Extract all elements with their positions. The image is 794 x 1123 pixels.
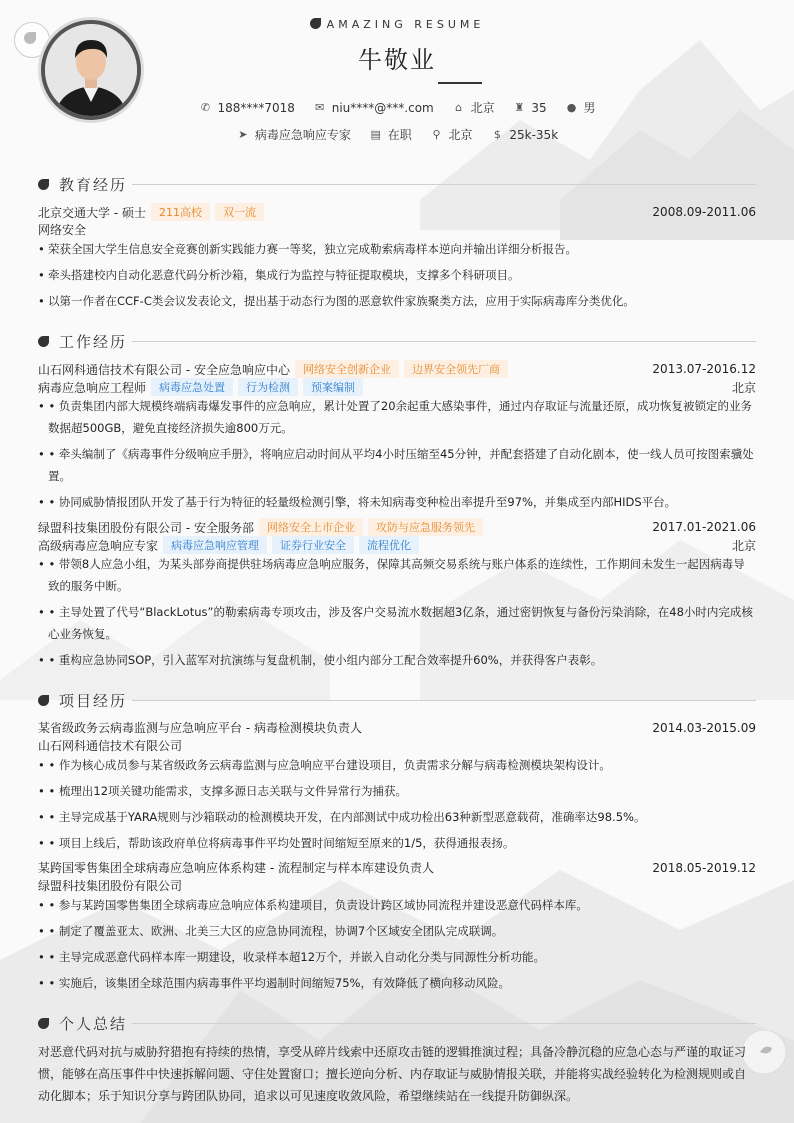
project-date: 2018.05-2019.12 bbox=[652, 860, 756, 875]
list-item: • 以第一作者在CCF-C类会议发表论文，提出基于动态行为图的恶意软件家族聚类方法，应用于实际病毒库分类优化。 bbox=[38, 294, 635, 308]
section-divider bbox=[132, 1023, 756, 1024]
briefcase-icon: ▤ bbox=[370, 128, 381, 141]
list-item: • • 作为核心成员参与某省级政务云病毒监测与应急响应平台建设项目，负责需求分解与病毒检测模块架构设计。 bbox=[38, 758, 611, 772]
leaf-icon bbox=[38, 179, 49, 190]
company-tag: 攻防与应急服务领先 bbox=[368, 518, 483, 536]
project-header: 某跨国零售集团全球病毒应急响应体系构建 - 流程制定与样本库建设负责人 2018.05-2019.12 bbox=[38, 860, 756, 875]
list-item: • • 负责集团内部大规模终端病毒爆发事件的应急响应，累计处置了20余起重大感染事件，通过内存取证与流量还原，成功恢复被锁定的业务数据超500GB，避免直接经济损失逾800万元。 bbox=[38, 399, 753, 435]
leaf-icon bbox=[38, 695, 49, 706]
list-item: • • 重构应急协同SOP，引入蓝军对抗演练与复盘机制，使小组内部分工配合效率提升60%，并获得客户表彰。 bbox=[38, 653, 603, 667]
gender-icon: ● bbox=[566, 101, 577, 114]
section-title-projects: 项目经历 bbox=[38, 690, 127, 711]
leaf-icon bbox=[38, 1018, 49, 1029]
list-item: • • 主导处置了代号“BlackLotus”的勒索病毒专项攻击，涉及客户交易流水数据超3亿条，通过密钥恢复与备份污染消除，在48小时内完成核心业务恢复。 bbox=[38, 605, 753, 641]
project-org: 绿盟科技集团股份有限公司 bbox=[38, 879, 183, 893]
skill-tag: 流程优化 bbox=[359, 536, 419, 554]
school-tag: 211高校 bbox=[151, 203, 210, 221]
work-city: 北京 bbox=[731, 380, 756, 395]
work-company-header: 山石网科通信技术有限公司 - 安全应急响应中心 网络安全创新企业 边界安全领先厂商 2013.07-2016.12 bbox=[38, 362, 756, 377]
education-major: 网络安全 bbox=[38, 223, 87, 237]
list-item: • • 牵头编制了《病毒事件分级响应手册》，将响应启动时间从平均4小时压缩至45分钟，并配套搭建了自动化剧本，使一线人员可按图索骥处置。 bbox=[38, 447, 754, 483]
email-item: ✉ niu****@***.com bbox=[313, 101, 434, 115]
candidate-name: 牛敬业 bbox=[358, 46, 436, 74]
project-org: 山石网科通信技术有限公司 bbox=[38, 739, 183, 753]
gender-item: ● 男 bbox=[565, 99, 596, 116]
list-item: • • 参与某跨国零售集团全球病毒应急响应体系构建项目，负责设计跨区域协同流程并建设恶意代码样本库。 bbox=[38, 898, 588, 912]
location-item: ⌂ 北京 bbox=[452, 99, 495, 116]
money-icon: $ bbox=[493, 128, 501, 141]
age-item: ♜ 35 bbox=[512, 101, 546, 115]
contact-row bbox=[0, 99, 794, 116]
section-title-work: 工作经历 bbox=[38, 331, 127, 352]
work-role-row: 高级病毒应急响应专家 病毒应急响应管理 证券行业安全 流程优化 北京 bbox=[38, 536, 756, 554]
list-item: • • 主导完成恶意代码样本库一期建设，收录样本超12万个，并嵌入自动化分类与同源性分析功能。 bbox=[38, 950, 546, 964]
list-item: • • 主导完成基于YARA规则与沙箱联动的检测模块开发，在内部测试中成功检出63种新型恶意载荷，准确率达98.5%。 bbox=[38, 810, 646, 824]
list-item: • • 带领8人应急小组，为某头部券商提供驻场病毒应急响应服务，保障其高频交易系统与账户体系的连续性，工作期间未发生一起因病毒导致的服务中断。 bbox=[38, 557, 745, 593]
leaf-icon bbox=[310, 18, 321, 29]
company-tag: 网络安全创新企业 bbox=[295, 360, 399, 378]
section-title-summary: 个人总结 bbox=[38, 1013, 127, 1034]
section-title-education: 教育经历 bbox=[38, 174, 127, 195]
project-date: 2014.03-2015.09 bbox=[652, 720, 756, 735]
name-underline bbox=[438, 82, 482, 84]
section-divider bbox=[132, 341, 756, 342]
section-divider bbox=[132, 700, 756, 701]
list-item: • • 梳理出12项关键功能需求，支撑多源日志关联与文件异常行为捕获。 bbox=[38, 784, 408, 798]
list-item: • • 实施后，该集团全球范围内病毒事件平均遏制时间缩短75%，有效降低了横向移动风险。 bbox=[38, 976, 510, 990]
target-city-item: ⚲ 北京 bbox=[430, 126, 473, 143]
phone-icon: ✆ bbox=[200, 101, 211, 114]
work-company-header: 绿盟科技集团股份有限公司 - 安全服务部 网络安全上市企业 攻防与应急服务领先 2017.01-2021.06 bbox=[38, 520, 756, 535]
list-item: • 牵头搭建校内自动化恶意代码分析沙箱，集成行为监控与特征提取模块，支撑多个科研项目。 bbox=[38, 268, 520, 282]
leaf-icon bbox=[38, 336, 49, 347]
send-icon: ➤ bbox=[238, 128, 248, 141]
mail-icon: ✉ bbox=[315, 101, 325, 114]
job-intent-item: ➤ 病毒应急响应专家 bbox=[236, 126, 351, 143]
list-item: • • 项目上线后，帮助该政府单位将病毒事件平均处置时间缩短至原来的1/5，获得通报表扬。 bbox=[38, 836, 515, 850]
skill-tag: 证券行业安全 bbox=[272, 536, 354, 554]
list-item: • • 协同威胁情报团队开发了基于行为特征的轻量级检测引擎，将未知病毒变种检出率提升至97%，并集成至内部HIDS平台。 bbox=[38, 495, 677, 509]
skill-tag: 病毒应急响应管理 bbox=[163, 536, 267, 554]
list-item: • 荣获全国大学生信息安全竞赛创新实践能力赛一等奖，独立完成勒索病毒样本逆向并输出详细分析报告。 bbox=[38, 242, 577, 256]
home-icon: ⌂ bbox=[455, 101, 463, 114]
work-city: 北京 bbox=[731, 538, 756, 553]
skill-tag: 病毒应急处置 bbox=[151, 378, 233, 396]
skill-tag: 预案编制 bbox=[303, 378, 363, 396]
project-header: 某省级政务云病毒监测与应急响应平台 - 病毒检测模块负责人 2014.03-2015.09 bbox=[38, 720, 756, 735]
summary-text: 对恶意代码对抗与威胁狩猎抱有持续的热情，享受从碎片线索中还原攻击链的逻辑推演过程；具备冷静沉稳的应急心态与严谨的取证习惯，能够在高压事件中快速拆解问题、守住处置窗口；擅长逆向分析、内存取证与威胁情报关联，并能将实战经验转化为检测规则或自动化脚本；乐于知识分享与跨团队协同，追求以可见速度收敛风险，希望继续站在一线提升防御纵深。 bbox=[38, 1045, 747, 1103]
phone-item: ✆ 188****7018 bbox=[198, 101, 294, 115]
section-divider bbox=[132, 184, 756, 185]
work-role-row: 病毒应急响应工程师 病毒应急处置 行为检测 预案编制 北京 bbox=[38, 378, 756, 396]
list-item: • • 制定了覆盖亚太、欧洲、北美三大区的应急协同流程，协调7个区域安全团队完成联调。 bbox=[38, 924, 504, 938]
skill-tag: 行为检测 bbox=[238, 378, 298, 396]
education-header: 北京交通大学 - 硕士 211高校 双一流 2008.09-2011.06 bbox=[38, 205, 756, 220]
resume-tagline: AMAZING RESUME bbox=[0, 18, 794, 31]
salary-item: $ 25k-35k bbox=[490, 128, 558, 142]
status-item: ▤ 在职 bbox=[370, 128, 412, 142]
intent-row bbox=[0, 126, 794, 143]
work-date: 2013.07-2016.12 bbox=[652, 362, 756, 376]
company-tag: 边界安全领先厂商 bbox=[404, 360, 508, 378]
age-icon: ♜ bbox=[514, 101, 525, 114]
company-tag: 网络安全上市企业 bbox=[259, 518, 363, 536]
school-tag: 双一流 bbox=[215, 203, 264, 221]
education-date: 2008.09-2011.06 bbox=[652, 205, 756, 219]
work-date: 2017.01-2021.06 bbox=[652, 520, 756, 534]
pin-icon: ⚲ bbox=[432, 128, 441, 141]
